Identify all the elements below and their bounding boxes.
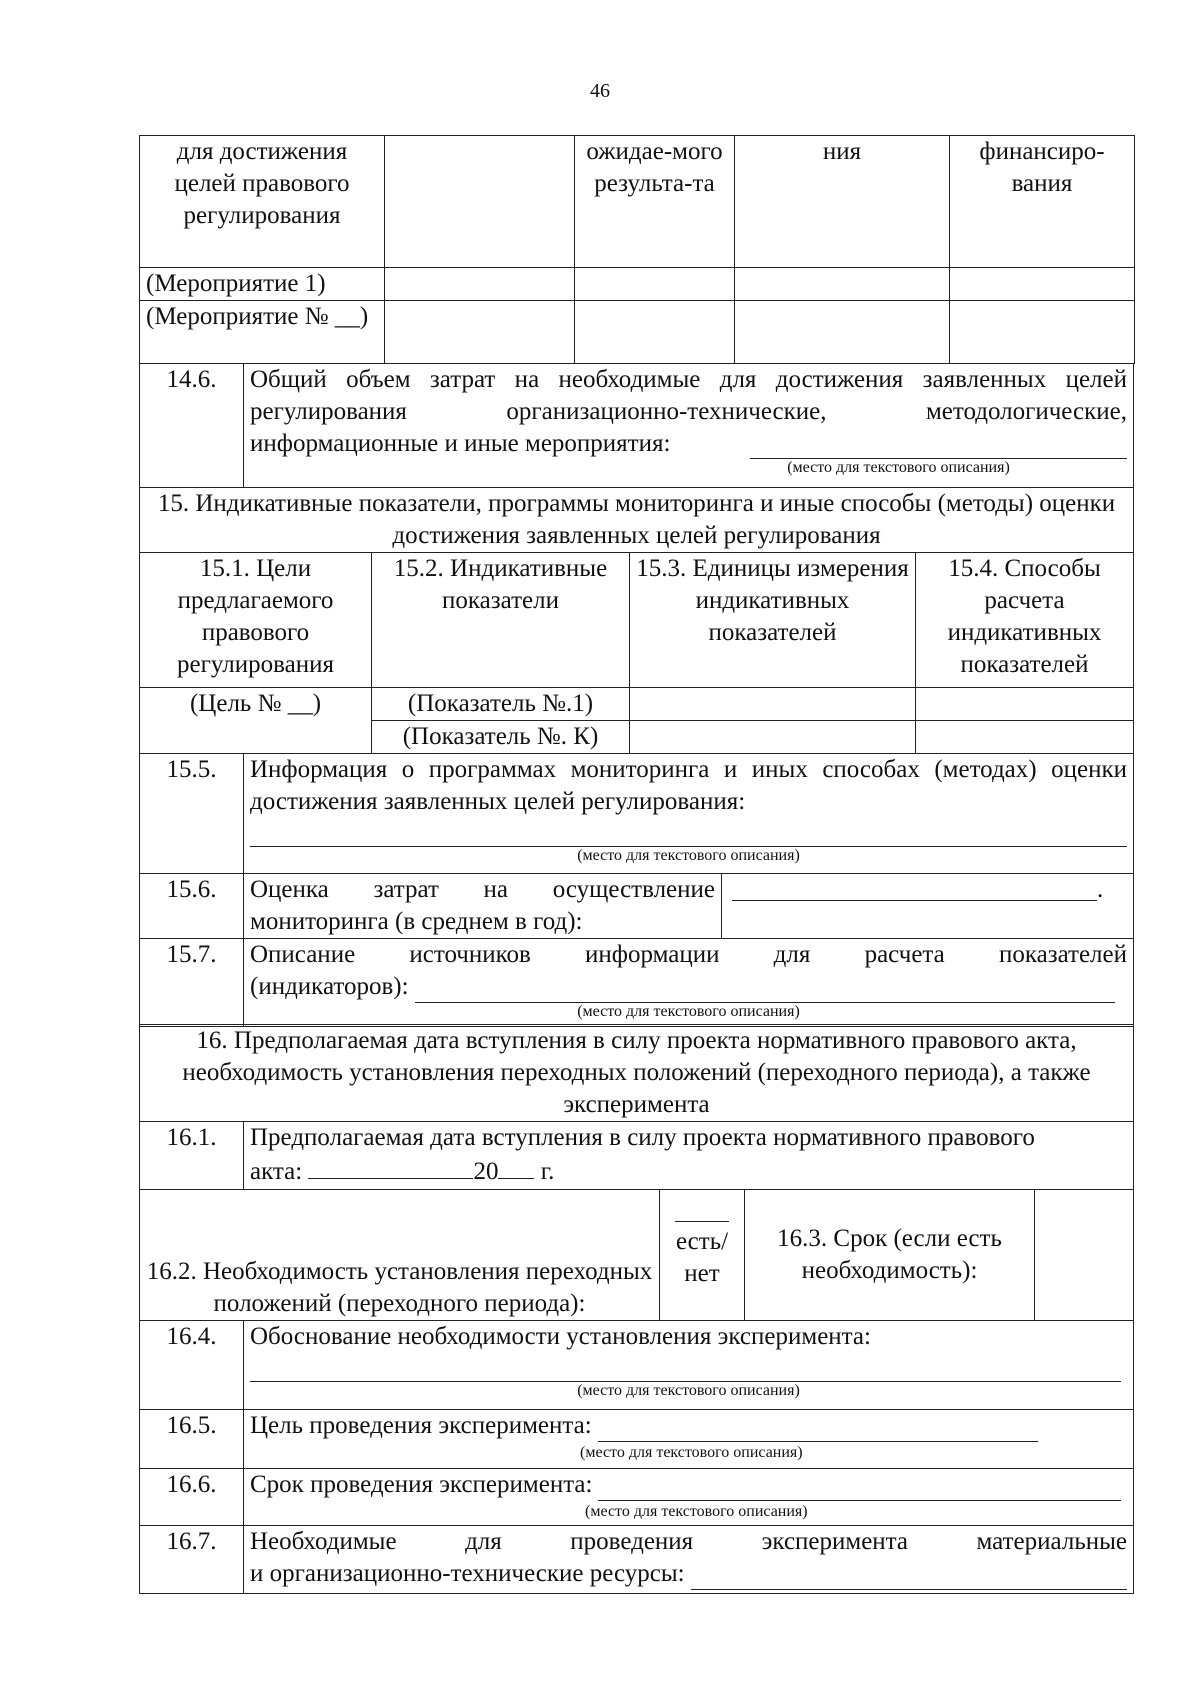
table-cell[interactable] <box>950 268 1135 301</box>
table-cell[interactable] <box>950 301 1135 364</box>
activities-table <box>139 135 1134 364</box>
text-field-line[interactable] <box>598 1476 1121 1501</box>
year-input-line[interactable] <box>498 1154 534 1179</box>
field-caption: (место для текстового описания) <box>585 1503 808 1520</box>
field-caption: (место для текстового описания) <box>577 1003 800 1020</box>
activity-row-1-label: (Мероприятие 1) <box>140 268 385 301</box>
section-16 <box>139 1024 1134 1190</box>
section-number: 16.7. <box>140 1526 244 1594</box>
text-field-line[interactable] <box>250 820 1127 847</box>
table-cell[interactable] <box>735 301 950 364</box>
table-cell[interactable] <box>385 268 575 301</box>
section-text: мониторинга (в среднем в год): <box>250 908 583 935</box>
yes-no-choice[interactable]: есть/ нет <box>675 1227 729 1287</box>
transition-term-label: 16.3. Срок (если есть необходимость): <box>745 1190 1035 1321</box>
col-header-indicators: 15.2. Индикативные показатели <box>372 553 630 688</box>
table-cell[interactable] <box>916 688 1134 721</box>
year-prefix: 20 <box>473 1158 499 1185</box>
col-header-financing: финансиро-вания <box>950 136 1135 268</box>
table-cell[interactable] <box>575 301 735 364</box>
table-cell[interactable] <box>575 268 735 301</box>
period-mark: . <box>1097 876 1104 903</box>
table-cell[interactable] <box>630 721 916 754</box>
text-field-line[interactable] <box>415 978 1115 1003</box>
section-number: 16.6. <box>140 1469 244 1526</box>
section-text: Предполагаемая дата вступления в силу проекта нормативного правового <box>250 1124 1035 1151</box>
section-number: 14.6. <box>140 364 244 488</box>
table-cell[interactable] <box>916 721 1134 754</box>
section-text: Общий объем затрат на необходимые для достижения заявленных целей регулирования организационно-технические, методологические, информационные и иные мероприятия: <box>250 366 1127 457</box>
page-number: 46 <box>590 80 610 102</box>
section-text: Срок проведения эксперимента: <box>250 1471 593 1498</box>
section-number: 15.6. <box>140 874 244 939</box>
section-text: Цель проведения эксперимента: <box>250 1412 592 1439</box>
section-text: Обоснование необходимости установления эксперимента: <box>250 1323 871 1350</box>
transition-necessity-label: 16.2. Необходимость установления переходных положений (переходного периода): <box>140 1190 660 1321</box>
text-field-line[interactable] <box>750 436 1127 459</box>
col-header-goals: 15.1. Цели предлагаемого правового регулирования <box>140 553 372 688</box>
table-cell[interactable] <box>630 688 916 721</box>
field-caption: (место для текстового описания) <box>577 1382 800 1399</box>
col-header-units: 15.3. Единицы измерения индикативных показателей <box>630 553 916 688</box>
term-input-cell[interactable] <box>1035 1190 1134 1321</box>
section-number: 16.5. <box>140 1410 244 1469</box>
table-cell[interactable] <box>735 268 950 301</box>
section-16-title: 16. Предполагаемая дата вступления в силу проекта нормативного правового акта, необходимость установления переходных положений (переходного периода), а также эксперимента <box>140 1025 1134 1122</box>
goal-label: (Цель № __) <box>140 688 372 754</box>
section-number: 15.5. <box>140 754 244 874</box>
col-header-methods: 15.4. Способы расчета индикативных показателей <box>916 553 1134 688</box>
choice-line <box>675 1221 729 1222</box>
col-header-expected-result: ожидае-мого результа-та <box>575 136 735 268</box>
year-suffix: г. <box>540 1158 555 1185</box>
section-text: Информация о программах мониторинга и иных способах (методах) оценки достижения заявленных целей регулирования: <box>250 756 1127 815</box>
col-header-goals: для достижения целей правового регулирования <box>140 136 385 268</box>
field-caption: (место для текстового описания) <box>577 847 800 864</box>
section-text: Оценка затрат на осуществление <box>250 876 715 903</box>
section-text: Необходимые для проведения эксперимента материальные <box>250 1528 1127 1555</box>
sections-15-5-to-15-7 <box>139 753 1134 1027</box>
section-15 <box>139 487 1134 754</box>
section-number: 16.1. <box>140 1122 244 1190</box>
section-14-6 <box>139 363 1134 488</box>
indicator-k-label: (Показатель №. К) <box>372 721 630 754</box>
section-15-title: 15. Индикативные показатели, программы мониторинга и иные способы (методы) оценки достижения заявленных целей регулирования <box>140 488 1134 553</box>
text-field-line[interactable] <box>691 1565 1127 1590</box>
sections-16-4-to-16-7 <box>139 1320 1134 1594</box>
section-text: и организационно-технические ресурсы: <box>250 1560 685 1587</box>
field-caption: (место для текстового описания) <box>580 1444 803 1461</box>
section-number: 15.7. <box>140 939 244 1027</box>
section-text: Описание источников информации для расчета показателей <box>250 941 1127 968</box>
activity-row-n-label: (Мероприятие № __) <box>140 301 385 364</box>
indicator-1-label: (Показатель №.1) <box>372 688 630 721</box>
col-header-term: ния <box>735 136 950 268</box>
date-label: акта: <box>250 1158 303 1185</box>
text-field-line[interactable] <box>250 1355 1121 1382</box>
field-caption: (место для текстового описания) <box>787 459 1010 476</box>
table-cell[interactable] <box>385 301 575 364</box>
date-input-line[interactable] <box>308 1154 473 1179</box>
section-text: (индикаторов): <box>250 973 409 1000</box>
section-16-2 <box>139 1189 1134 1321</box>
cost-input-line[interactable] <box>732 874 1097 901</box>
section-number: 16.4. <box>140 1321 244 1410</box>
col-header-empty <box>385 136 575 268</box>
text-field-line[interactable] <box>598 1417 1038 1442</box>
